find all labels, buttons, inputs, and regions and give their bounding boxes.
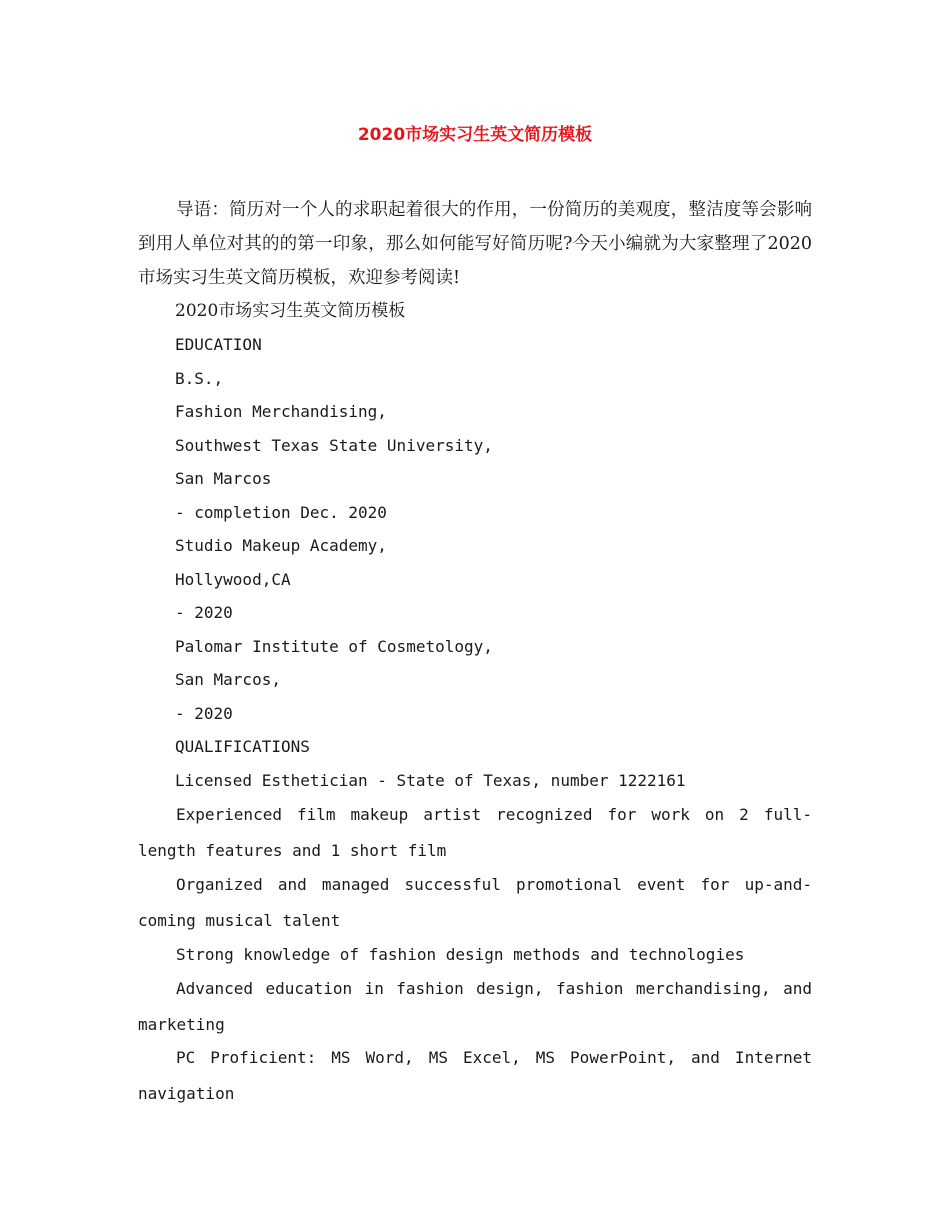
education-line: Studio Makeup Academy, [175,536,387,555]
education-heading: EDUCATION [175,335,262,354]
qualification-item: Advanced education in fashion design, fashion merchandising, and marketing [138,979,812,1034]
document-title: 2020市场实习生英文简历模板 [357,125,593,145]
resume-subtitle: 2020市场实习生英文简历模板 [175,301,406,321]
education-line: Palomar Institute of Cosmetology, [175,637,493,656]
education-line: Fashion Merchandising, [175,402,387,421]
education-line: B.S., [175,369,224,388]
education-line: - completion Dec. 2020 [175,503,387,522]
qualification-item: Strong knowledge of fashion design methods and technologies [176,945,745,964]
education-line: San Marcos, [175,670,281,689]
qualification-item: Experienced film makeup artist recognized for work on 2 full-length features and 1 short film [138,805,812,860]
education-line: Hollywood,CA [175,570,291,589]
intro-paragraph: 导语：简历对一个人的求职起着很大的作用，一份简历的美观度，整洁度等会影响到用人单位对其的的第一印象，那么如何能写好简历呢?今天小编就为大家整理了2020市场实习生英文简历模板，欢迎参考阅读! [138,200,812,288]
education-line: San Marcos [175,469,272,488]
education-line: - 2020 [175,704,233,723]
education-line: - 2020 [175,603,233,622]
qualification-item: PC Proficient: MS Word, MS Excel, MS PowerPoint, and Internet navigation [138,1048,812,1103]
qualification-item: Licensed Esthetician - State of Texas, number 1222161 [175,771,686,790]
education-line: Southwest Texas State University, [175,436,493,455]
qualification-item: Organized and managed successful promotional event for up-and-coming musical talent [138,875,812,930]
qualifications-heading: QUALIFICATIONS [175,737,310,756]
